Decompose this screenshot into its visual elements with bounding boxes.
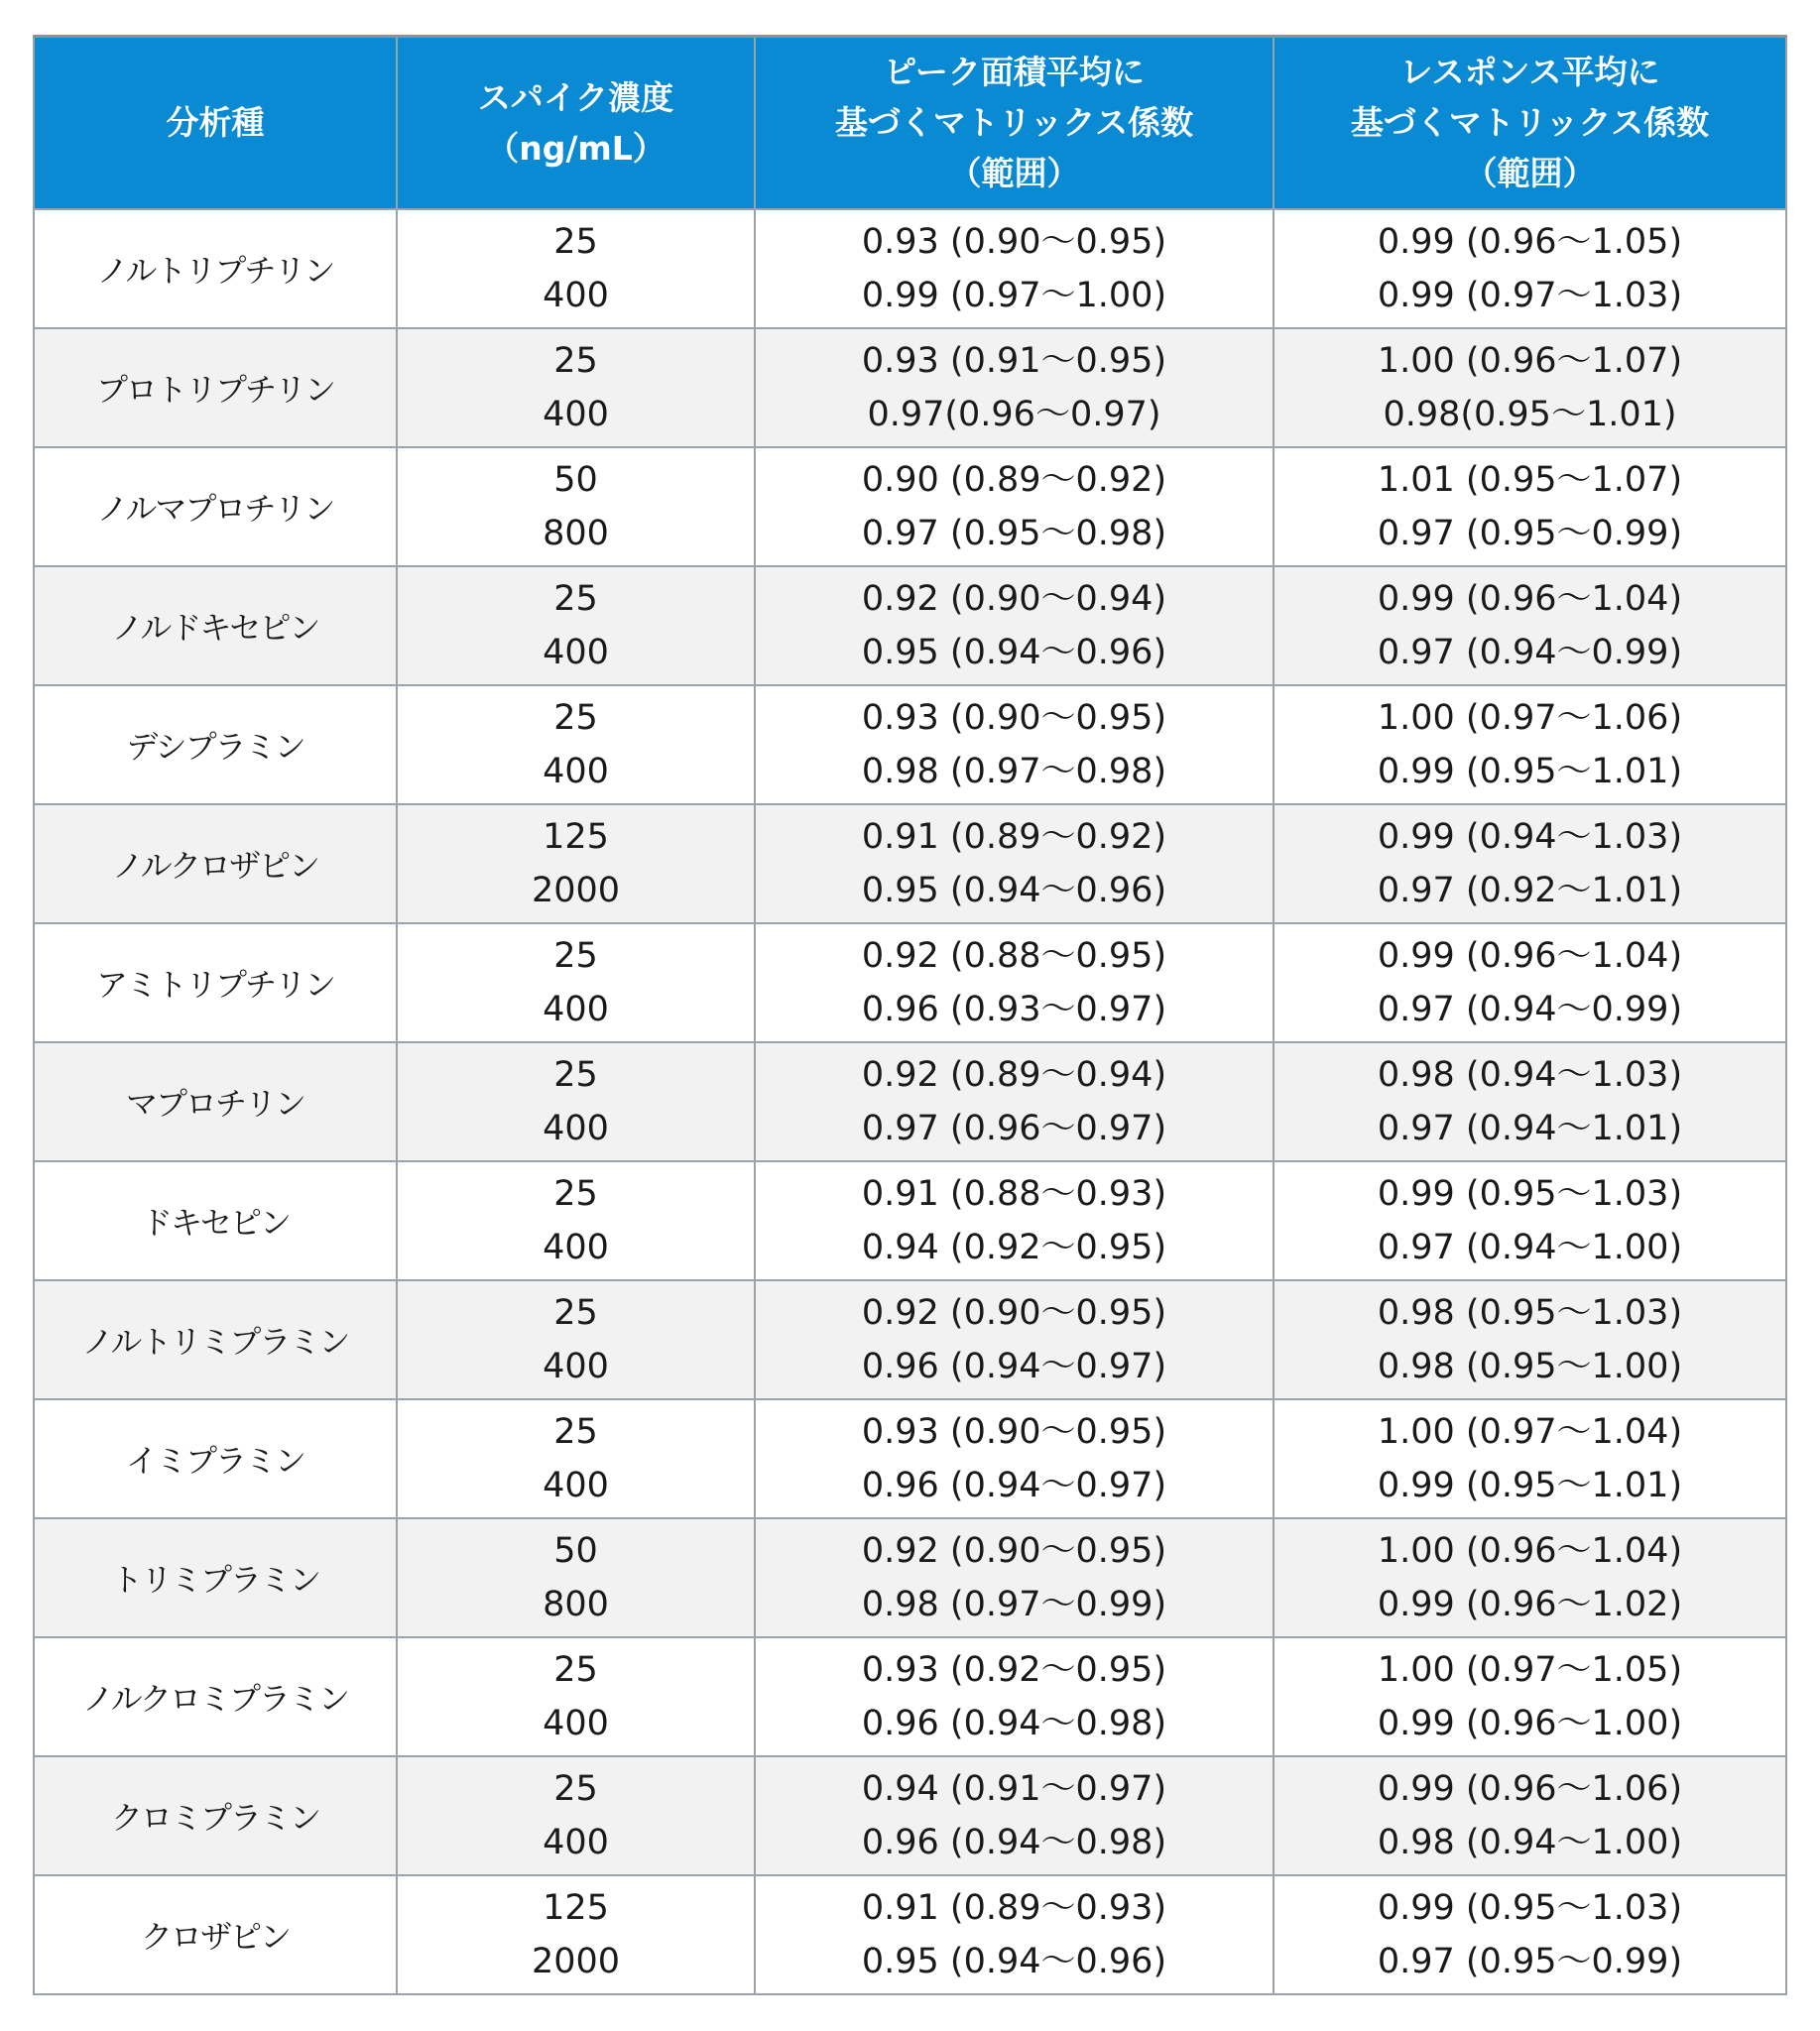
analyte-cell: クロミプラミン bbox=[34, 1756, 397, 1875]
peak-area-factor-high: 0.95 (0.94～0.96) bbox=[861, 870, 1167, 910]
peak-area-factor-high: 0.97 (0.95～0.98) bbox=[861, 513, 1167, 553]
table-row bbox=[34, 566, 1786, 685]
spike-concentration-cell bbox=[397, 1875, 755, 1994]
peak-area-factor-low: 0.94 (0.91～0.97) bbox=[861, 1768, 1167, 1809]
peak-area-factor-cell bbox=[755, 1637, 1274, 1756]
response-factor-low: 0.99 (0.96～1.04) bbox=[1377, 578, 1683, 619]
table-row bbox=[34, 209, 1786, 328]
response-factor-cell bbox=[1274, 1756, 1786, 1875]
peak-area-factor-cell bbox=[755, 328, 1274, 447]
response-factor-high: 0.98(0.95～1.01) bbox=[1383, 394, 1677, 434]
spike-concentration-low: 25 bbox=[553, 1768, 598, 1809]
analyte-cell: トリミプラミン bbox=[34, 1518, 397, 1637]
peak-area-factor-low: 0.90 (0.89～0.92) bbox=[861, 459, 1167, 500]
analyte-cell: イミプラミン bbox=[34, 1399, 397, 1518]
spike-concentration-cell bbox=[397, 209, 755, 328]
peak-area-factor-low: 0.92 (0.88～0.95) bbox=[861, 935, 1167, 976]
peak-area-factor-high: 0.96 (0.93～0.97) bbox=[861, 989, 1167, 1029]
spike-concentration-high: 400 bbox=[543, 632, 609, 672]
response-factor-low: 1.00 (0.96～1.04) bbox=[1377, 1530, 1683, 1571]
response-factor-low: 1.00 (0.97～1.06) bbox=[1377, 697, 1683, 738]
peak-area-factor-low: 0.93 (0.90～0.95) bbox=[861, 1411, 1167, 1452]
table-header bbox=[34, 37, 1786, 209]
response-factor-high: 0.99 (0.95～1.01) bbox=[1377, 1465, 1683, 1505]
spike-concentration-cell bbox=[397, 1756, 755, 1875]
header-peak-area-matrix-factor bbox=[755, 37, 1274, 209]
spike-concentration-high: 400 bbox=[543, 1703, 609, 1743]
analyte-cell: アミトリプチリン bbox=[34, 923, 397, 1042]
spike-concentration-high: 400 bbox=[543, 989, 609, 1029]
analyte-cell: ノルクロザピン bbox=[34, 804, 397, 923]
spike-concentration-cell bbox=[397, 1161, 755, 1280]
peak-area-factor-high: 0.96 (0.94～0.97) bbox=[861, 1346, 1167, 1386]
header-spike-line1: スパイク濃度 bbox=[477, 77, 674, 117]
spike-concentration-high: 400 bbox=[543, 1822, 609, 1862]
response-factor-cell bbox=[1274, 804, 1786, 923]
header-response-line2: 基づくマトリックス係数 bbox=[1350, 103, 1710, 143]
peak-area-factor-high: 0.99 (0.97～1.00) bbox=[861, 275, 1167, 315]
spike-concentration-cell bbox=[397, 1518, 755, 1637]
spike-concentration-high: 2000 bbox=[531, 870, 621, 910]
response-factor-cell bbox=[1274, 447, 1786, 566]
spike-concentration-high: 800 bbox=[543, 513, 609, 553]
table-row bbox=[34, 685, 1786, 804]
table-row bbox=[34, 1280, 1786, 1399]
spike-concentration-cell bbox=[397, 804, 755, 923]
table-row bbox=[34, 1161, 1786, 1280]
peak-area-factor-cell bbox=[755, 566, 1274, 685]
spike-concentration-low: 25 bbox=[553, 578, 598, 619]
spike-concentration-cell bbox=[397, 923, 755, 1042]
peak-area-factor-low: 0.93 (0.90～0.95) bbox=[861, 697, 1167, 738]
spike-concentration-high: 800 bbox=[543, 1584, 609, 1624]
response-factor-cell bbox=[1274, 1280, 1786, 1399]
table-row bbox=[34, 1399, 1786, 1518]
peak-area-factor-high: 0.96 (0.94～0.97) bbox=[861, 1465, 1167, 1505]
peak-area-factor-cell bbox=[755, 923, 1274, 1042]
matrix-factor-table-container bbox=[33, 35, 1785, 1995]
response-factor-low: 1.00 (0.97～1.05) bbox=[1377, 1649, 1683, 1690]
matrix-factor-table bbox=[33, 35, 1787, 1995]
spike-concentration-low: 50 bbox=[553, 1530, 598, 1571]
response-factor-low: 0.99 (0.96～1.05) bbox=[1377, 221, 1683, 262]
table-row bbox=[34, 804, 1786, 923]
peak-area-factor-cell bbox=[755, 1518, 1274, 1637]
header-response-matrix-factor bbox=[1274, 37, 1786, 209]
response-factor-low: 0.99 (0.95～1.03) bbox=[1377, 1887, 1683, 1928]
header-peak-line3: （範囲） bbox=[948, 154, 1080, 193]
table-row bbox=[34, 923, 1786, 1042]
table-row bbox=[34, 447, 1786, 566]
response-factor-high: 0.97 (0.95～0.99) bbox=[1377, 1941, 1683, 1981]
header-response-line1: レスポンス平均に bbox=[1399, 53, 1660, 92]
response-factor-low: 0.99 (0.94～1.03) bbox=[1377, 816, 1683, 857]
analyte-cell: ノルドキセピン bbox=[34, 566, 397, 685]
spike-concentration-cell bbox=[397, 566, 755, 685]
peak-area-factor-low: 0.93 (0.91～0.95) bbox=[861, 340, 1167, 381]
response-factor-high: 0.99 (0.97～1.03) bbox=[1377, 275, 1683, 315]
spike-concentration-low: 125 bbox=[543, 1887, 609, 1928]
response-factor-cell bbox=[1274, 328, 1786, 447]
response-factor-low: 1.00 (0.96～1.07) bbox=[1377, 340, 1683, 381]
response-factor-cell bbox=[1274, 923, 1786, 1042]
response-factor-cell bbox=[1274, 1042, 1786, 1161]
table-row bbox=[34, 1637, 1786, 1756]
analyte-cell: ノルマプロチリン bbox=[34, 447, 397, 566]
spike-concentration-low: 25 bbox=[553, 1411, 598, 1452]
peak-area-factor-cell bbox=[755, 804, 1274, 923]
header-analyte bbox=[34, 37, 397, 209]
table-body bbox=[34, 209, 1786, 1994]
spike-concentration-low: 25 bbox=[553, 1054, 598, 1095]
peak-area-factor-cell bbox=[755, 1399, 1274, 1518]
table-row bbox=[34, 1875, 1786, 1994]
response-factor-high: 0.97 (0.94～1.00) bbox=[1377, 1227, 1683, 1267]
peak-area-factor-cell bbox=[755, 1161, 1274, 1280]
peak-area-factor-low: 0.93 (0.92～0.95) bbox=[861, 1649, 1167, 1690]
analyte-cell: マプロチリン bbox=[34, 1042, 397, 1161]
header-row bbox=[34, 37, 1786, 209]
analyte-cell: クロザピン bbox=[34, 1875, 397, 1994]
spike-concentration-high: 400 bbox=[543, 751, 609, 791]
spike-concentration-high: 400 bbox=[543, 1465, 609, 1505]
table-row bbox=[34, 1756, 1786, 1875]
peak-area-factor-low: 0.91 (0.89～0.93) bbox=[861, 1887, 1167, 1928]
response-factor-high: 0.97 (0.92～1.01) bbox=[1377, 870, 1683, 910]
peak-area-factor-high: 0.94 (0.92～0.95) bbox=[861, 1227, 1167, 1267]
spike-concentration-low: 25 bbox=[553, 1173, 598, 1214]
table-row bbox=[34, 1042, 1786, 1161]
header-analyte-label: 分析種 bbox=[166, 103, 265, 143]
spike-concentration-cell bbox=[397, 1399, 755, 1518]
spike-concentration-cell bbox=[397, 685, 755, 804]
response-factor-high: 0.97 (0.94～1.01) bbox=[1377, 1108, 1683, 1148]
analyte-cell: ノルクロミプラミン bbox=[34, 1637, 397, 1756]
header-peak-line1: ピーク面積平均に bbox=[884, 53, 1145, 92]
peak-area-factor-high: 0.96 (0.94～0.98) bbox=[861, 1703, 1167, 1743]
peak-area-factor-low: 0.91 (0.89～0.92) bbox=[861, 816, 1167, 857]
spike-concentration-high: 400 bbox=[543, 1346, 609, 1386]
response-factor-low: 0.98 (0.95～1.03) bbox=[1377, 1292, 1683, 1333]
peak-area-factor-high: 0.95 (0.94～0.96) bbox=[861, 1941, 1167, 1981]
response-factor-high: 0.97 (0.94～0.99) bbox=[1377, 632, 1683, 672]
response-factor-low: 1.01 (0.95～1.07) bbox=[1377, 459, 1683, 500]
response-factor-high: 0.97 (0.94～0.99) bbox=[1377, 989, 1683, 1029]
response-factor-low: 0.99 (0.95～1.03) bbox=[1377, 1173, 1683, 1214]
response-factor-cell bbox=[1274, 685, 1786, 804]
spike-concentration-low: 50 bbox=[553, 459, 598, 500]
peak-area-factor-cell bbox=[755, 447, 1274, 566]
spike-concentration-high: 400 bbox=[543, 1108, 609, 1148]
peak-area-factor-high: 0.96 (0.94～0.98) bbox=[861, 1822, 1167, 1862]
spike-concentration-cell bbox=[397, 447, 755, 566]
spike-concentration-low: 25 bbox=[553, 340, 598, 381]
response-factor-cell bbox=[1274, 1399, 1786, 1518]
peak-area-factor-low: 0.92 (0.89～0.94) bbox=[861, 1054, 1167, 1095]
analyte-cell: プロトリプチリン bbox=[34, 328, 397, 447]
spike-concentration-cell bbox=[397, 1637, 755, 1756]
response-factor-cell bbox=[1274, 1518, 1786, 1637]
spike-concentration-cell bbox=[397, 1042, 755, 1161]
analyte-cell: ノルトリミプラミン bbox=[34, 1280, 397, 1399]
peak-area-factor-low: 0.92 (0.90～0.95) bbox=[861, 1292, 1167, 1333]
peak-area-factor-cell bbox=[755, 685, 1274, 804]
header-spike-line2: （ng/mL） bbox=[486, 128, 666, 168]
spike-concentration-cell bbox=[397, 328, 755, 447]
peak-area-factor-high: 0.95 (0.94～0.96) bbox=[861, 632, 1167, 672]
response-factor-low: 0.98 (0.94～1.03) bbox=[1377, 1054, 1683, 1095]
table-row bbox=[34, 1518, 1786, 1637]
header-spike-concentration bbox=[397, 37, 755, 209]
table-row bbox=[34, 328, 1786, 447]
spike-concentration-high: 2000 bbox=[531, 1941, 621, 1981]
spike-concentration-low: 25 bbox=[553, 697, 598, 738]
spike-concentration-low: 125 bbox=[543, 816, 609, 857]
response-factor-low: 1.00 (0.97～1.04) bbox=[1377, 1411, 1683, 1452]
spike-concentration-low: 25 bbox=[553, 1292, 598, 1333]
response-factor-high: 0.97 (0.95～0.99) bbox=[1377, 513, 1683, 553]
analyte-cell: デシプラミン bbox=[34, 685, 397, 804]
spike-concentration-low: 25 bbox=[553, 221, 598, 262]
response-factor-cell bbox=[1274, 566, 1786, 685]
peak-area-factor-high: 0.98 (0.97～0.98) bbox=[861, 751, 1167, 791]
peak-area-factor-high: 0.97 (0.96～0.97) bbox=[861, 1108, 1167, 1148]
response-factor-low: 0.99 (0.96～1.04) bbox=[1377, 935, 1683, 976]
response-factor-high: 0.98 (0.94～1.00) bbox=[1377, 1822, 1683, 1862]
header-peak-line2: 基づくマトリックス係数 bbox=[834, 103, 1194, 143]
peak-area-factor-cell bbox=[755, 209, 1274, 328]
response-factor-cell bbox=[1274, 209, 1786, 328]
spike-concentration-high: 400 bbox=[543, 1227, 609, 1267]
peak-area-factor-high: 0.97(0.96～0.97) bbox=[867, 394, 1161, 434]
response-factor-cell bbox=[1274, 1637, 1786, 1756]
spike-concentration-high: 400 bbox=[543, 394, 609, 434]
spike-concentration-low: 25 bbox=[553, 1649, 598, 1690]
peak-area-factor-low: 0.92 (0.90～0.95) bbox=[861, 1530, 1167, 1571]
peak-area-factor-high: 0.98 (0.97～0.99) bbox=[861, 1584, 1167, 1624]
peak-area-factor-cell bbox=[755, 1280, 1274, 1399]
header-response-line3: （範囲） bbox=[1464, 154, 1596, 193]
spike-concentration-cell bbox=[397, 1280, 755, 1399]
response-factor-high: 0.99 (0.96～1.00) bbox=[1377, 1703, 1683, 1743]
analyte-cell: ドキセピン bbox=[34, 1161, 397, 1280]
response-factor-high: 0.98 (0.95～1.00) bbox=[1377, 1346, 1683, 1386]
peak-area-factor-cell bbox=[755, 1042, 1274, 1161]
response-factor-low: 0.99 (0.96～1.06) bbox=[1377, 1768, 1683, 1809]
response-factor-high: 0.99 (0.96～1.02) bbox=[1377, 1584, 1683, 1624]
peak-area-factor-cell bbox=[755, 1875, 1274, 1994]
peak-area-factor-low: 0.93 (0.90～0.95) bbox=[861, 221, 1167, 262]
response-factor-high: 0.99 (0.95～1.01) bbox=[1377, 751, 1683, 791]
peak-area-factor-cell bbox=[755, 1756, 1274, 1875]
response-factor-cell bbox=[1274, 1161, 1786, 1280]
peak-area-factor-low: 0.92 (0.90～0.94) bbox=[861, 578, 1167, 619]
spike-concentration-low: 25 bbox=[553, 935, 598, 976]
analyte-cell: ノルトリプチリン bbox=[34, 209, 397, 328]
peak-area-factor-low: 0.91 (0.88～0.93) bbox=[861, 1173, 1167, 1214]
response-factor-cell bbox=[1274, 1875, 1786, 1994]
spike-concentration-high: 400 bbox=[543, 275, 609, 315]
